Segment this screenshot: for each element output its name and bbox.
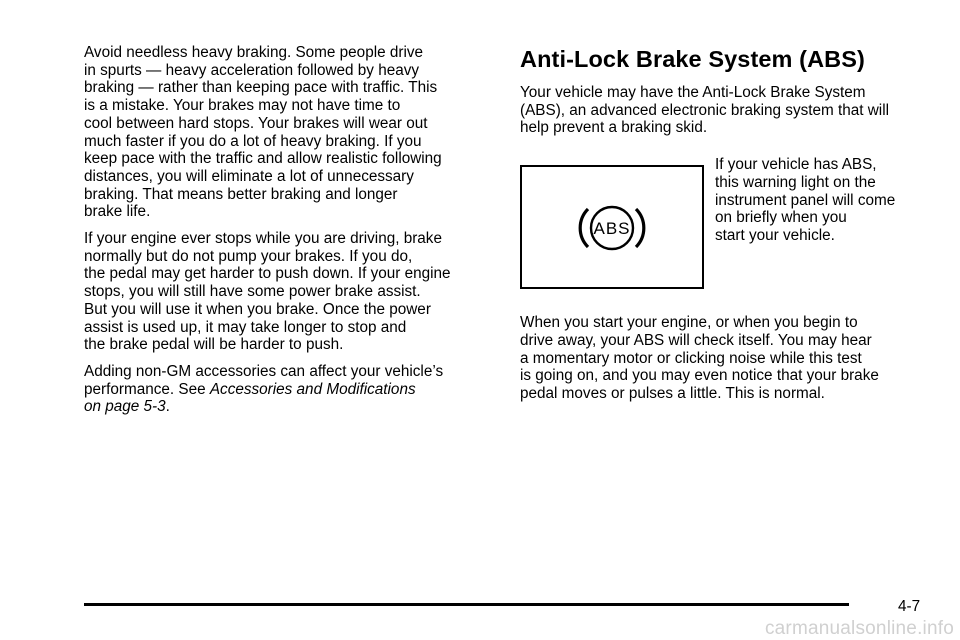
text-line: If your engine ever stops while you are driving, brake	[84, 230, 442, 248]
text-line: Your vehicle may have the Anti-Lock Brake System	[520, 84, 866, 101]
footer-divider	[84, 603, 849, 606]
text-line: But you will use it when you brake. Once the power	[84, 300, 431, 318]
text-line: help prevent a braking skid.	[520, 119, 708, 137]
text-line: keep pace with the traffic and allow realistic following	[84, 150, 442, 168]
text-line: start your vehicle.	[715, 226, 835, 244]
abs-icon-label: ABS	[593, 219, 631, 239]
page-number: 4-7	[898, 598, 921, 615]
text-line: instrument panel will come	[715, 191, 896, 209]
text-line: Adding non-GM accessories can affect your vehicle’s	[84, 362, 444, 380]
text-line: is a mistake. Your brakes may not have time to	[84, 97, 401, 115]
right-column	[520, 44, 930, 412]
watermark: carmanualsonline.info	[764, 618, 954, 639]
paragraph-abs-intro	[520, 84, 930, 137]
text-run: .	[165, 398, 170, 416]
abs-warning-section	[520, 156, 930, 286]
text-line: cool between hard stops. Your brakes will wear out	[84, 114, 428, 132]
text-line: normally but do not pump your brakes. If you do,	[84, 247, 413, 265]
text-run: performance. See	[84, 380, 210, 398]
paragraph-abs-self-check	[520, 314, 930, 403]
text-line: on briefly when you	[715, 209, 847, 227]
text-line: in spurts — heavy acceleration followed by heavy	[84, 61, 420, 79]
text-line: is going on, and you may even notice that your brake	[520, 367, 879, 385]
cross-reference-link[interactable]: Accessories and Modifications	[209, 380, 416, 398]
section-heading: Anti-Lock Brake System (ABS)	[520, 46, 865, 72]
text-line: this warning light on the	[715, 173, 876, 191]
text-line: brake life.	[84, 203, 151, 221]
paragraph-accessories	[84, 363, 480, 416]
text-line: When you start your engine, or when you begin to	[520, 314, 858, 332]
text-line: Avoid needless heavy braking. Some people drive	[84, 44, 424, 61]
left-column	[84, 44, 480, 425]
text-line: If your vehicle has ABS,	[715, 156, 877, 174]
paragraph-heavy-braking	[84, 44, 480, 221]
text-line	[84, 398, 480, 416]
text-line: drive away, your ABS will check itself. You may hear	[520, 331, 872, 349]
paragraph-abs-light	[715, 156, 930, 245]
text-line: a momentary motor or clicking noise while this test	[520, 349, 862, 367]
text-line: the pedal may get harder to push down. If your engine	[84, 265, 451, 283]
abs-warning-light-figure	[520, 165, 704, 289]
text-line: assist is used up, it may take longer to stop and	[84, 318, 407, 336]
cross-reference-page[interactable]: on page 5-3	[84, 398, 166, 416]
text-line: braking. That means better braking and longer	[84, 185, 398, 203]
text-line: stops, you will still have some power brake assist.	[84, 283, 421, 301]
text-line: (ABS), an advanced electronic braking system that will	[520, 101, 889, 119]
text-line: braking — rather than keeping pace with traffic. This	[84, 79, 438, 97]
text-line: pedal moves or pulses a little. This is normal.	[520, 384, 825, 402]
text-line: much faster if you do a lot of heavy braking. If you	[84, 132, 422, 150]
text-line: distances, you will eliminate a lot of unnecessary	[84, 167, 414, 185]
abs-warning-icon	[522, 167, 702, 287]
text-line	[84, 381, 480, 399]
abs-icon-left-arc	[580, 209, 588, 247]
paragraph-engine-stops	[84, 230, 480, 354]
abs-icon-right-arc	[636, 209, 644, 247]
text-line: the brake pedal will be harder to push.	[84, 336, 344, 354]
